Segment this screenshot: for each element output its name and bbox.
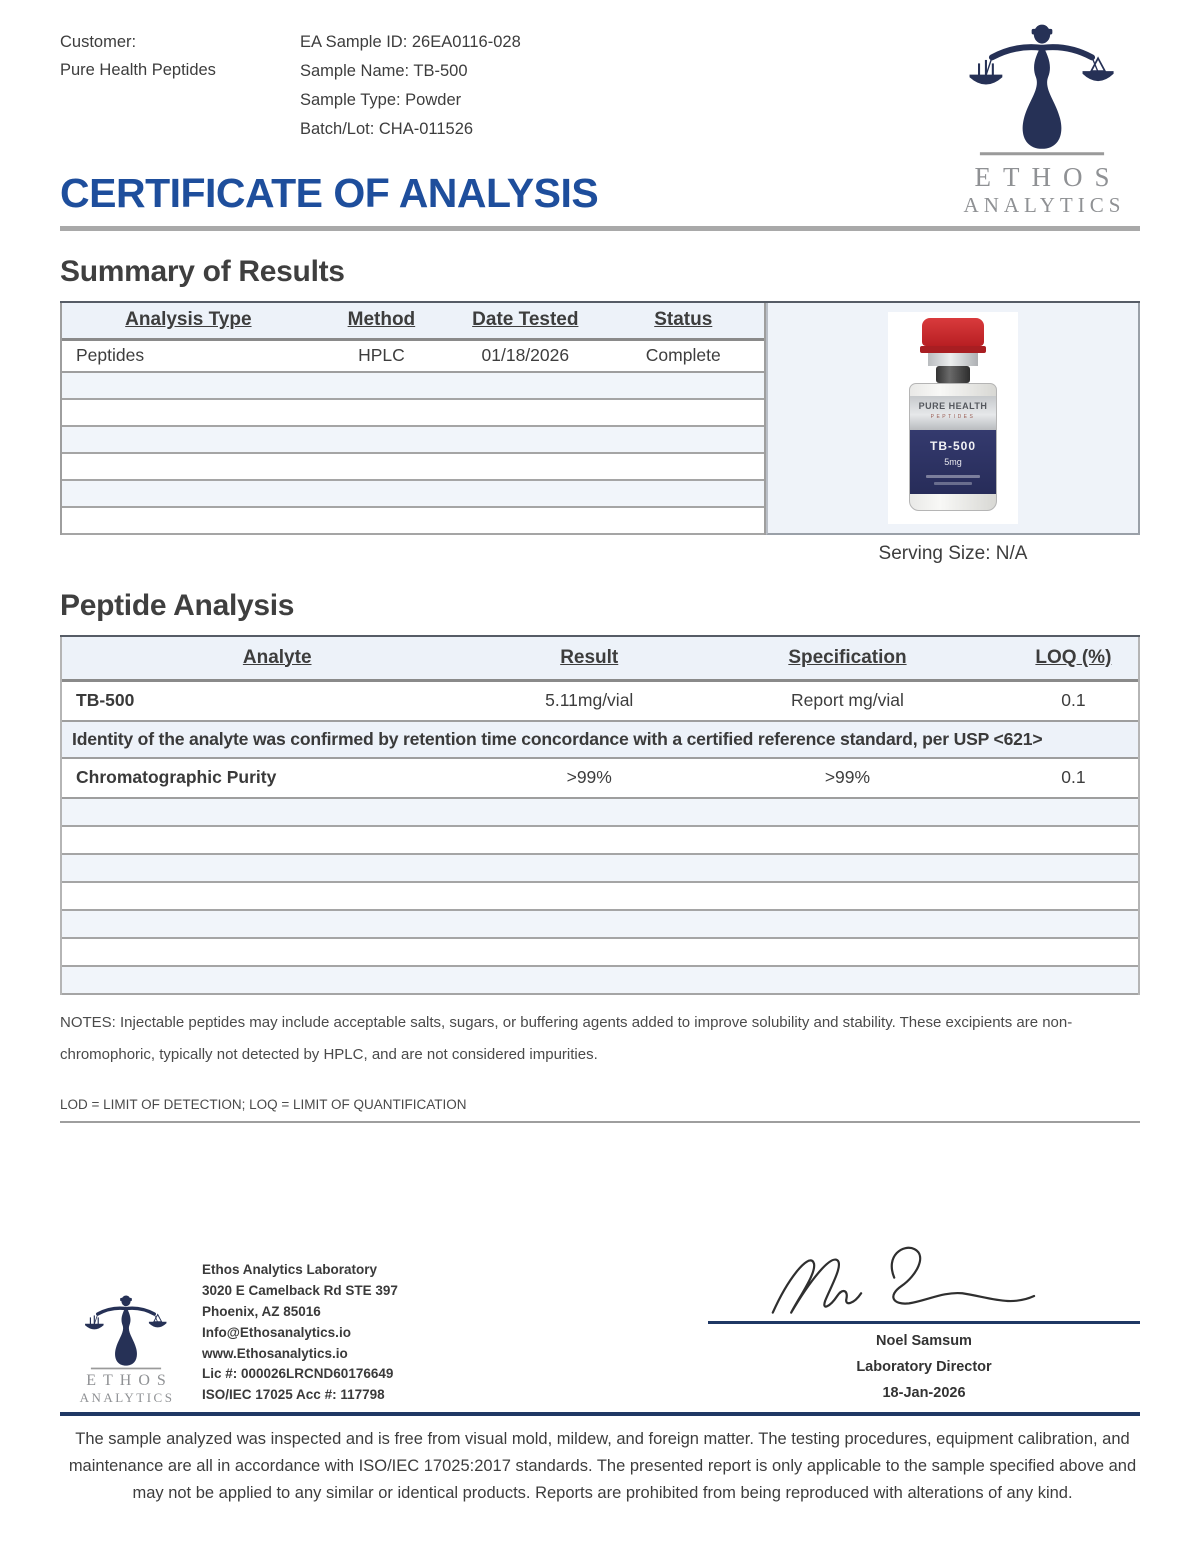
lab-website: www.Ethosanalytics.io [202, 1345, 348, 1361]
logo-wordmark-ethos: ETHOS [86, 1372, 173, 1390]
lab-email: Info@Ethosanalytics.io [202, 1324, 351, 1340]
summary-heading: Summary of Results [60, 254, 345, 288]
empty-table-row [62, 799, 1138, 827]
peptide-col-loq: LOQ (%) [1035, 646, 1112, 668]
lab-contact-details [202, 1260, 398, 1406]
table-row [62, 341, 764, 373]
analyte-specification: Report mg/vial [791, 690, 904, 710]
summary-status: Complete [645, 345, 721, 365]
lod-loq-definition: LOD = LIMIT OF DETECTION; LOQ = LIMIT OF QUANTIFICATION [60, 1097, 1140, 1123]
empty-table-row [62, 454, 764, 481]
analyte-loq: 0.1 [1061, 690, 1086, 710]
vial-brand-subtext: PEPTIDES [930, 413, 976, 420]
document-footer [60, 1251, 1140, 1406]
lab-name: Ethos Analytics Laboratory [202, 1261, 378, 1277]
sample-name: Sample Name: TB-500 [300, 61, 468, 80]
vial-product-name: TB-500 [929, 438, 976, 453]
vial-dose: 5mg [944, 456, 962, 467]
summary-col-status: Status [654, 309, 713, 330]
sign-date: 18-Jan-2026 [882, 1385, 966, 1402]
analyte-result: >99% [566, 767, 612, 787]
vial-neck [928, 353, 978, 366]
justice-scales-icon [953, 22, 1131, 160]
empty-table-row [62, 481, 764, 508]
peptide-analysis-table [60, 637, 1140, 995]
vial-brand-band [910, 396, 996, 430]
footer-divider [60, 1412, 1140, 1416]
vial-crimp [936, 366, 970, 383]
vial-cap-flange [920, 346, 986, 353]
customer-name: Pure Health Peptides [60, 61, 216, 80]
product-photo [888, 312, 1018, 524]
logo-wordmark-analytics: ANALYTICS [79, 1390, 175, 1406]
summary-col-analysis-type: Analysis Type [125, 309, 252, 330]
empty-table-row [62, 911, 1138, 939]
customer-block [60, 28, 300, 144]
sample-info-block [300, 28, 521, 144]
summary-analysis-type: Peptides [76, 345, 145, 365]
title-divider [60, 226, 1140, 231]
empty-table-row [62, 827, 1138, 855]
peptide-table-header [62, 637, 1138, 682]
sample-id: EA Sample ID: 26EA0116-028 [300, 33, 521, 51]
justice-scales-icon [76, 1294, 176, 1372]
summary-method: HPLC [358, 345, 405, 365]
notes-text: Injectable peptides may include acceptable salts, sugars, or buffering agents added to improve solubility and stability. These excipients are non-chromophoric, typically not detected by HPLC, and are not considered impurities. [60, 1013, 1073, 1063]
vial-product-label [910, 430, 996, 494]
analyte-result: 5.11mg/vial [545, 690, 634, 710]
vial-brand-text: PURE HEALTH [918, 400, 988, 411]
peptide-analysis-heading: Peptide Analysis [60, 588, 295, 622]
logo-wordmark-analytics: ANALYTICS [963, 193, 1126, 217]
signature-block [708, 1251, 1140, 1406]
footer-logo [60, 1294, 192, 1406]
empty-table-row [62, 883, 1138, 911]
peptide-empty-rows [62, 799, 1138, 995]
summary-col-method: Method [347, 309, 416, 330]
analyte-name: TB-500 [76, 690, 135, 710]
signer-name: Noel Samsum [876, 1333, 972, 1349]
notes-paragraph [60, 1007, 1140, 1072]
serving-size: Serving Size: N/A [878, 542, 1028, 564]
analyte-name: Chromatographic Purity [76, 767, 277, 787]
analyte-loq: 0.1 [1061, 767, 1086, 787]
sample-type: Sample Type: Powder [300, 90, 462, 109]
analyte-specification: >99% [824, 767, 871, 787]
summary-date-tested: 01/18/2026 [481, 345, 570, 365]
lab-address-line1: 3020 E Camelback Rd STE 397 [202, 1282, 398, 1298]
page-title: CERTIFICATE OF ANALYSIS [60, 169, 599, 216]
peptide-col-result: Result [560, 646, 619, 668]
table-row [62, 682, 1138, 722]
lab-info-block [60, 1260, 398, 1406]
empty-table-row [62, 427, 764, 454]
notes-label: NOTES: [60, 1013, 116, 1031]
summary-table [60, 303, 766, 535]
summary-empty-rows [62, 373, 764, 535]
empty-table-row [62, 373, 764, 400]
signer-title: Laboratory Director [856, 1359, 992, 1376]
empty-table-row [62, 400, 764, 427]
lab-accreditation: ISO/IEC 17025 Acc #: 117798 [202, 1387, 385, 1403]
peptide-col-specification: Specification [788, 646, 907, 668]
signature [708, 1251, 1140, 1321]
empty-table-row [62, 855, 1138, 883]
peptide-col-analyte: Analyte [242, 646, 312, 668]
summary-col-date-tested: Date Tested [472, 309, 579, 330]
vial-label-fineprint-line [934, 482, 972, 485]
signature-icon [746, 1239, 1076, 1331]
summary-table-header [62, 303, 764, 341]
logo-wordmark-ethos: ETHOS [974, 162, 1122, 192]
vial-label-fineprint-line [926, 475, 979, 478]
signer-identity [708, 1328, 1140, 1406]
product-photo-box [766, 303, 1140, 535]
disclaimer-text: The sample analyzed was inspected and is free from visual mold, mildew, and foreign matter. The testing procedures, equipment calibration, and maintenance are all in accordance with ISO/IEC 17025:2017 standards. The presented report is only applicable to the sample specified above and may not be applied to any similar or identical products. Reports are prohibited from being reproduced with alterations of any kind. [68, 1430, 1137, 1502]
summary-section [60, 303, 1140, 535]
customer-label: Customer: [60, 33, 137, 51]
vial-glass-top [910, 384, 996, 396]
vial-body [909, 383, 997, 511]
company-logo [934, 22, 1150, 218]
identity-confirmation-row: Identity of the analyte was confirmed by retention time concordance with a certified reference standard, per USP <621> [62, 722, 1138, 759]
empty-table-row [62, 939, 1138, 967]
empty-table-row [62, 508, 764, 535]
vial-image [903, 318, 1003, 511]
batch-lot: Batch/Lot: CHA-011526 [300, 119, 474, 138]
lab-address-line2: Phoenix, AZ 85016 [202, 1303, 321, 1319]
lab-license: Lic #: 000026LRCND60176649 [202, 1366, 394, 1382]
empty-table-row [62, 967, 1138, 995]
vial-cap [922, 318, 984, 346]
table-row [62, 759, 1138, 799]
